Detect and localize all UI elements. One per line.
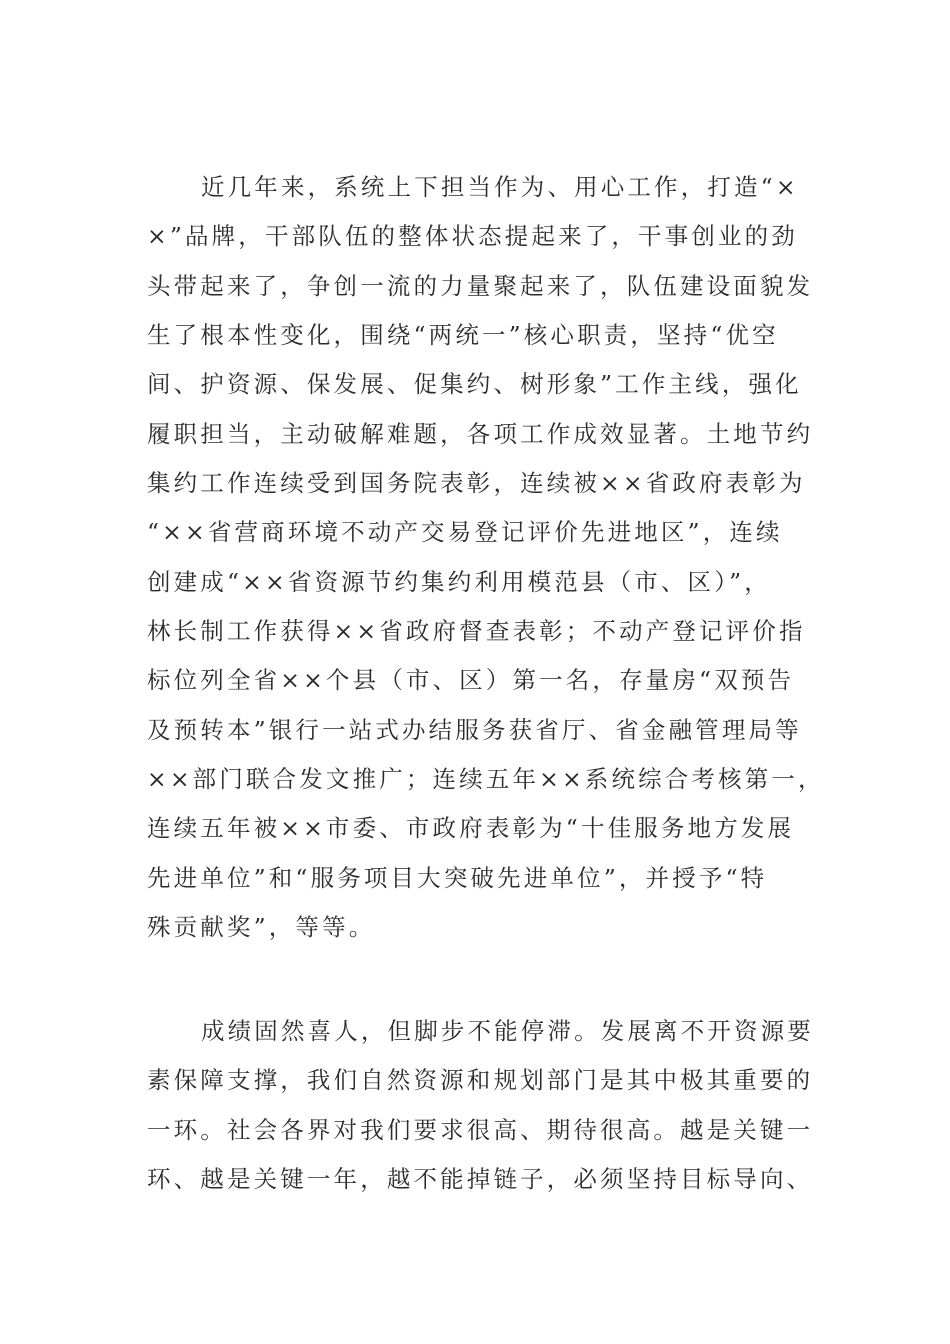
paragraph-line: ××部门联合发文推广；连续五年××系统综合考核第一，	[147, 765, 825, 794]
paragraph-line: 标位列全省××个县（市、区）第一名，存量房“双预告	[147, 666, 795, 695]
paragraph-line: 生了根本性变化，围绕“两统一”核心职责，坚持“优空	[147, 321, 779, 350]
paragraph-line: 近几年来，系统上下担当作为、用心工作，打造“×	[201, 173, 799, 201]
paragraph-line: “××省营商环境不动产交易登记评价先进地区”，连续	[147, 518, 783, 547]
paragraph-line: ×”品牌，干部队伍的整体状态提起来了，干事创业的劲	[147, 222, 798, 251]
paragraph-line: 先进单位”和“服务项目大突破先进单位”，并授予“特	[147, 863, 768, 892]
paragraph-line: 及预转本”银行一站式办结服务获省厅、省金融管理局等	[147, 715, 802, 744]
paragraph-line: 头带起来了，争创一流的力量聚起来了，队伍建设面貌发	[147, 271, 814, 300]
paragraph-line: 连续五年被××市委、市政府表彰为“十佳服务地方发展	[147, 814, 795, 843]
paragraph-line: 集约工作连续受到国务院表彰，连续被××省政府表彰为	[147, 469, 806, 498]
paragraph-line: 履职担当，主动破解难题，各项工作成效显著。土地节约	[147, 419, 814, 448]
paragraph-outlook	[147, 1011, 814, 1208]
paragraph-line: 成绩固然喜人，但脚步不能停滞。发展离不开资源要	[201, 1017, 814, 1045]
paragraph-line: 间、护资源、保发展、促集约、树形象”工作主线，强化	[147, 370, 802, 399]
paragraph-line: 环、越是关键一年，越不能掉链子，必须坚持目标导向、	[147, 1165, 814, 1194]
paragraph-achievements	[147, 167, 825, 957]
paragraph-line: 林长制工作获得××省政府督查表彰；不动产登记评价指	[147, 617, 806, 646]
paragraph-line: 殊贡献奖”，等等。	[147, 913, 376, 942]
paragraph-line: 素保障支撑，我们自然资源和规划部门是其中极其重要的	[147, 1066, 814, 1095]
paragraph-line: 创建成“××省资源节约集约利用模范县（市、区）”，	[147, 567, 771, 596]
paragraph-line: 一环。社会各界对我们要求很高、期待很高。越是关键一	[147, 1115, 814, 1144]
